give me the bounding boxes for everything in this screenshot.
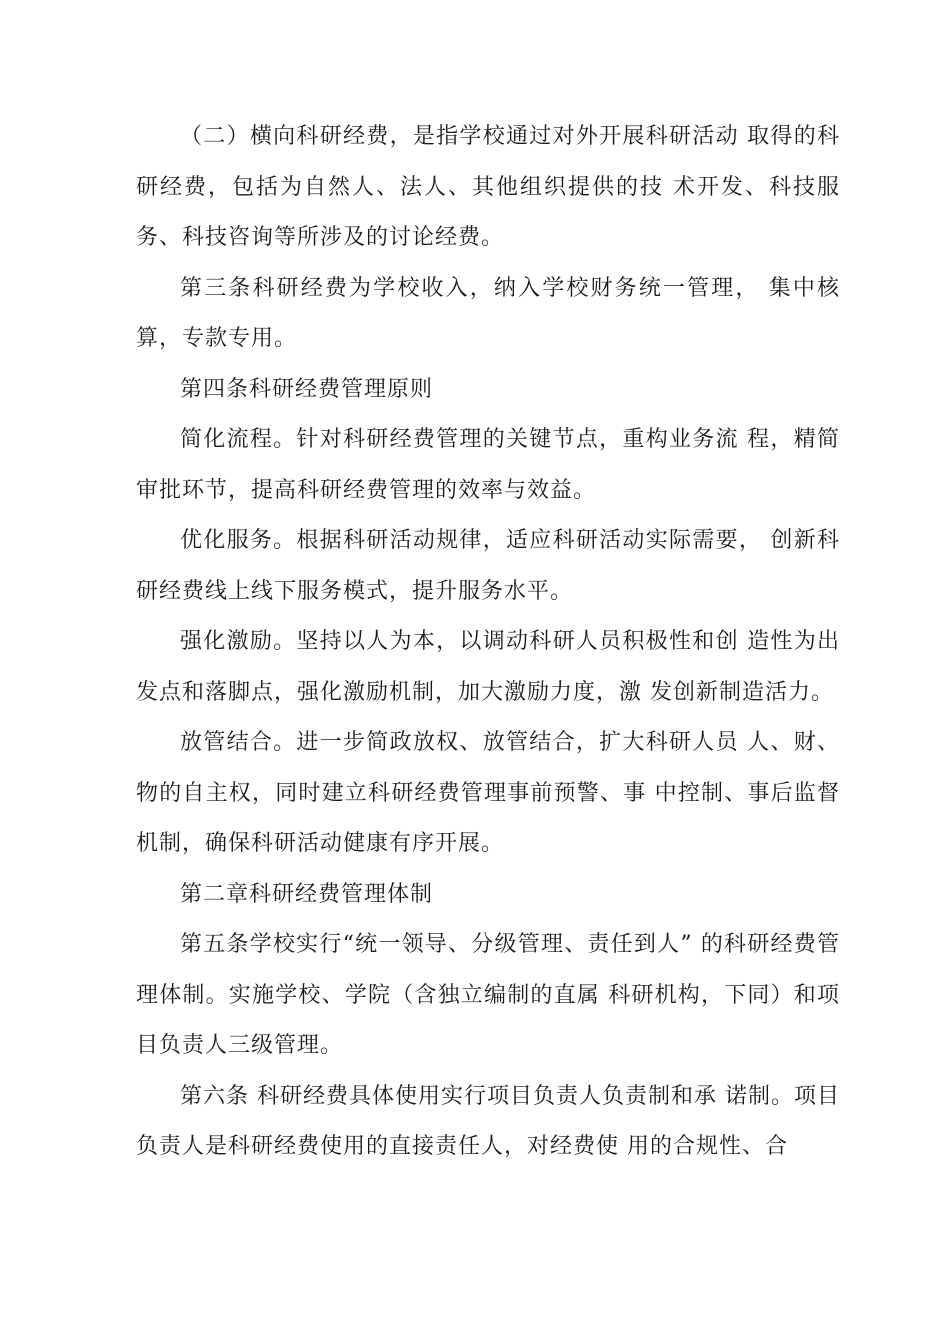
paragraph-article-6: 第六条 科研经费具体使用实行项目负责人负责制和承 诺制。项目负责人是科研经费使用的直接责任人，对经费使 用的合规性、合 [136, 1083, 840, 1159]
paragraph-strengthen-incentive: 强化激励。坚持以人为本，以调动科研人员积极性和创 造性为出发点和落脚点，强化激励机制，加大激励力度，激 发创新制造活力。 [136, 629, 840, 705]
paragraph-combine-release-manage: 放管结合。进一步简政放权、放管结合，扩大科研人员 人、财、物的自主权，同时建立科研经费管理事前预警、事 中控制、事后监督机制，确保科研活动健康有序开展。 [136, 730, 840, 856]
paragraph-article-5: 第五条学校实行“统一领导、分级管理、责任到人” 的科研经费管理体制。实施学校、学院（含独立编制的直属 科研机构，下同）和项目负责人三级管理。 [136, 932, 840, 1058]
paragraph-optimize-service: 优化服务。根据科研活动规律，适应科研活动实际需要， 创新科研经费线上线下服务模式，提升服务水平。 [136, 528, 840, 604]
paragraph-article-4-heading: 第四条科研经费管理原则 [180, 376, 434, 402]
paragraph-simplify-process: 简化流程。针对科研经费管理的关键节点，重构业务流 程，精简审批环节，提高科研经费管理的效率与效益。 [136, 427, 840, 503]
paragraph-article-3: 第三条科研经费为学校收入，纳入学校财务统一管理， 集中核算，专款专用。 [136, 275, 840, 351]
paragraph-chapter-2-heading: 第二章科研经费管理体制 [180, 881, 434, 907]
paragraph-horizontal-funding: （二）横向科研经费，是指学校通过对外开展科研活动 取得的科研经费，包括为自然人、法人、其他组织提供的技 术开发、科技服务、科技咨询等所涉及的讨论经费。 [136, 124, 840, 250]
